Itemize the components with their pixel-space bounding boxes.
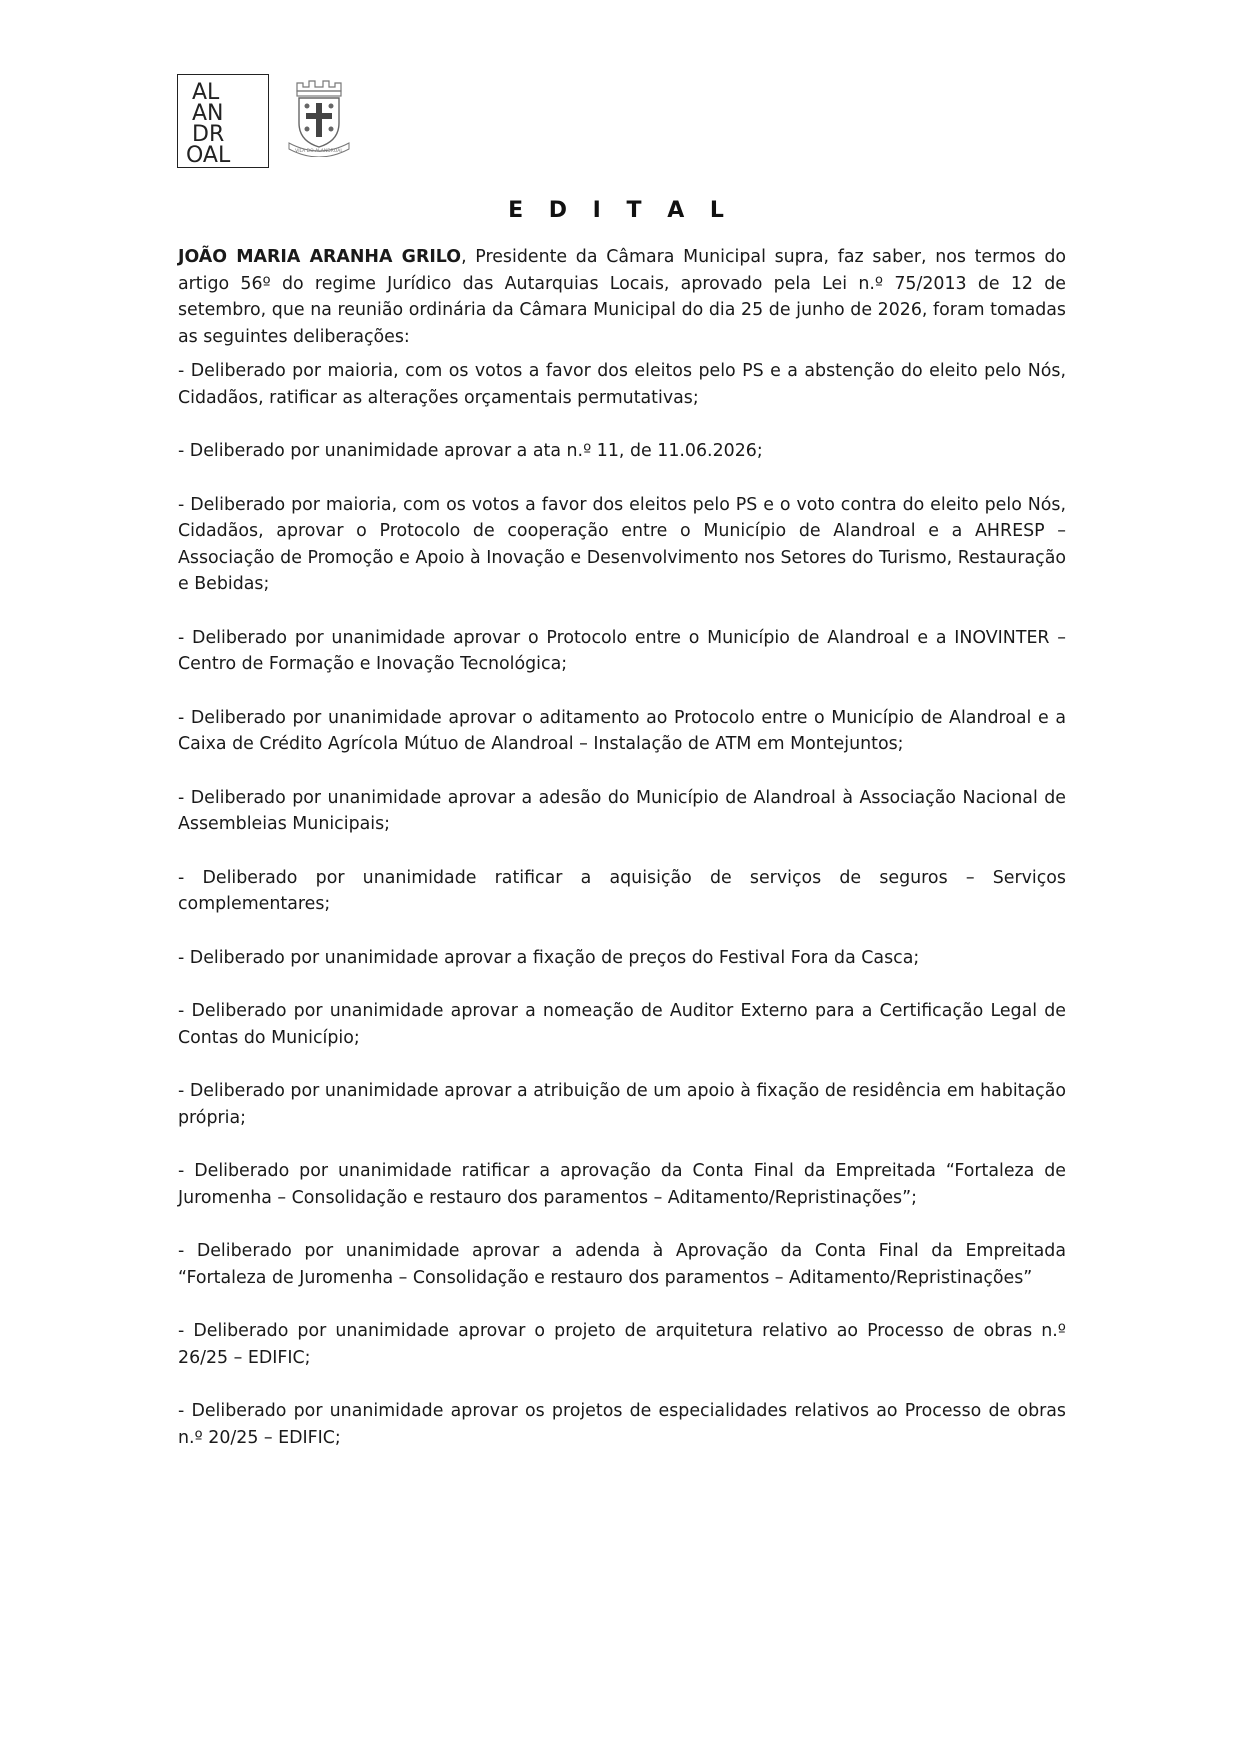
- deliberation-item: - Deliberado por unanimidade aprovar a atribuição de um apoio à fixação de residência em habitação própria;: [178, 1081, 1066, 1128]
- deliberation-item: - Deliberado por maioria, com os votos a favor dos eleitos pelo PS e o voto contra do eleito pelo Nós, Cidadãos, aprovar o Protocolo de cooperação entre o Município de Alandroal e a AHRESP – Associação de Promoção e Apoio à Inovação e Desenvolvimento nos Setores do Turismo, Restauração e Bebidas;: [178, 494, 1066, 594]
- logo-line-1: AL: [192, 80, 220, 105]
- deliberation-item: - Deliberado por unanimidade aprovar a adesão do Município de Alandroal à Associação Nacional de Assembleias Municipais;: [178, 787, 1066, 834]
- logo-line-4: OAL: [186, 143, 231, 166]
- deliberation-item: - Deliberado por unanimidade aprovar o projeto de arquitetura relativo ao Processo de obras n.º 26/25 – EDIFIC;: [178, 1321, 1066, 1368]
- document-title: E D I T A L: [508, 198, 733, 223]
- deliberation-item: - Deliberado por unanimidade aprovar a nomeação de Auditor Externo para a Certificação Legal de Contas do Município;: [178, 1001, 1066, 1048]
- deliberation-item: - Deliberado por unanimidade aprovar a fixação de preços do Festival Fora da Casca;: [178, 947, 920, 968]
- intro-text: , Presidente da Câmara Municipal supra, faz saber, nos termos do artigo 56º do regime Jurídico das Autarquias Locais, aprovado pela Lei n.º 75/2013 de 12 de setembro, que na reunião ordinária da Câmara Municipal do dia 25 de junho de 2026, foram tomadas as seguintes deliberações:: [178, 247, 1066, 347]
- president-name: JOÃO MARIA ARANHA GRILO: [178, 247, 462, 267]
- municipal-crest-icon: [283, 79, 355, 157]
- crest-ribbon-text: VILA DO ALANDROAL: [295, 149, 343, 154]
- alandroal-logo: [177, 74, 269, 168]
- intro-paragraph: [178, 244, 1066, 350]
- deliberation-item: - Deliberado por unanimidade aprovar o Protocolo entre o Município de Alandroal e a INOVINTER – Centro de Formação e Inovação Tecnológica;: [178, 627, 1066, 674]
- deliberation-item: - Deliberado por unanimidade ratificar a aprovação da Conta Final da Empreitada “Fortaleza de Juromenha – Consolidação e restauro dos paramentos – Aditamento/Repristinações”;: [178, 1161, 1066, 1208]
- deliberation-item: - Deliberado por maioria, com os votos a favor dos eleitos pelo PS e a abstenção do eleito pelo Nós, Cidadãos, ratificar as alterações orçamentais permutativas;: [178, 361, 1066, 408]
- deliberation-item: - Deliberado por unanimidade aprovar a ata n.º 11, de 11.06.2026;: [178, 441, 763, 461]
- deliberation-item: - Deliberado por unanimidade ratificar a aquisição de serviços de seguros – Serviços complementares;: [178, 867, 1066, 914]
- logo-line-2: AN: [192, 101, 224, 126]
- document-body: [178, 244, 1066, 1478]
- deliberation-item: - Deliberado por unanimidade aprovar os projetos de especialidades relativos ao Processo de obras n.º 20/25 – EDIFIC;: [178, 1401, 1066, 1448]
- deliberation-item: - Deliberado por unanimidade aprovar a adenda à Aprovação da Conta Final da Empreitada “Fortaleza de Juromenha – Consolidação e restauro dos paramentos – Aditamento/Repristinações”: [178, 1241, 1066, 1288]
- logo-line-3: DR: [192, 122, 225, 147]
- deliberation-item: - Deliberado por unanimidade aprovar o aditamento ao Protocolo entre o Município de Alandroal e a Caixa de Crédito Agrícola Mútuo de Alandroal – Instalação de ATM em Montejuntos;: [178, 707, 1066, 754]
